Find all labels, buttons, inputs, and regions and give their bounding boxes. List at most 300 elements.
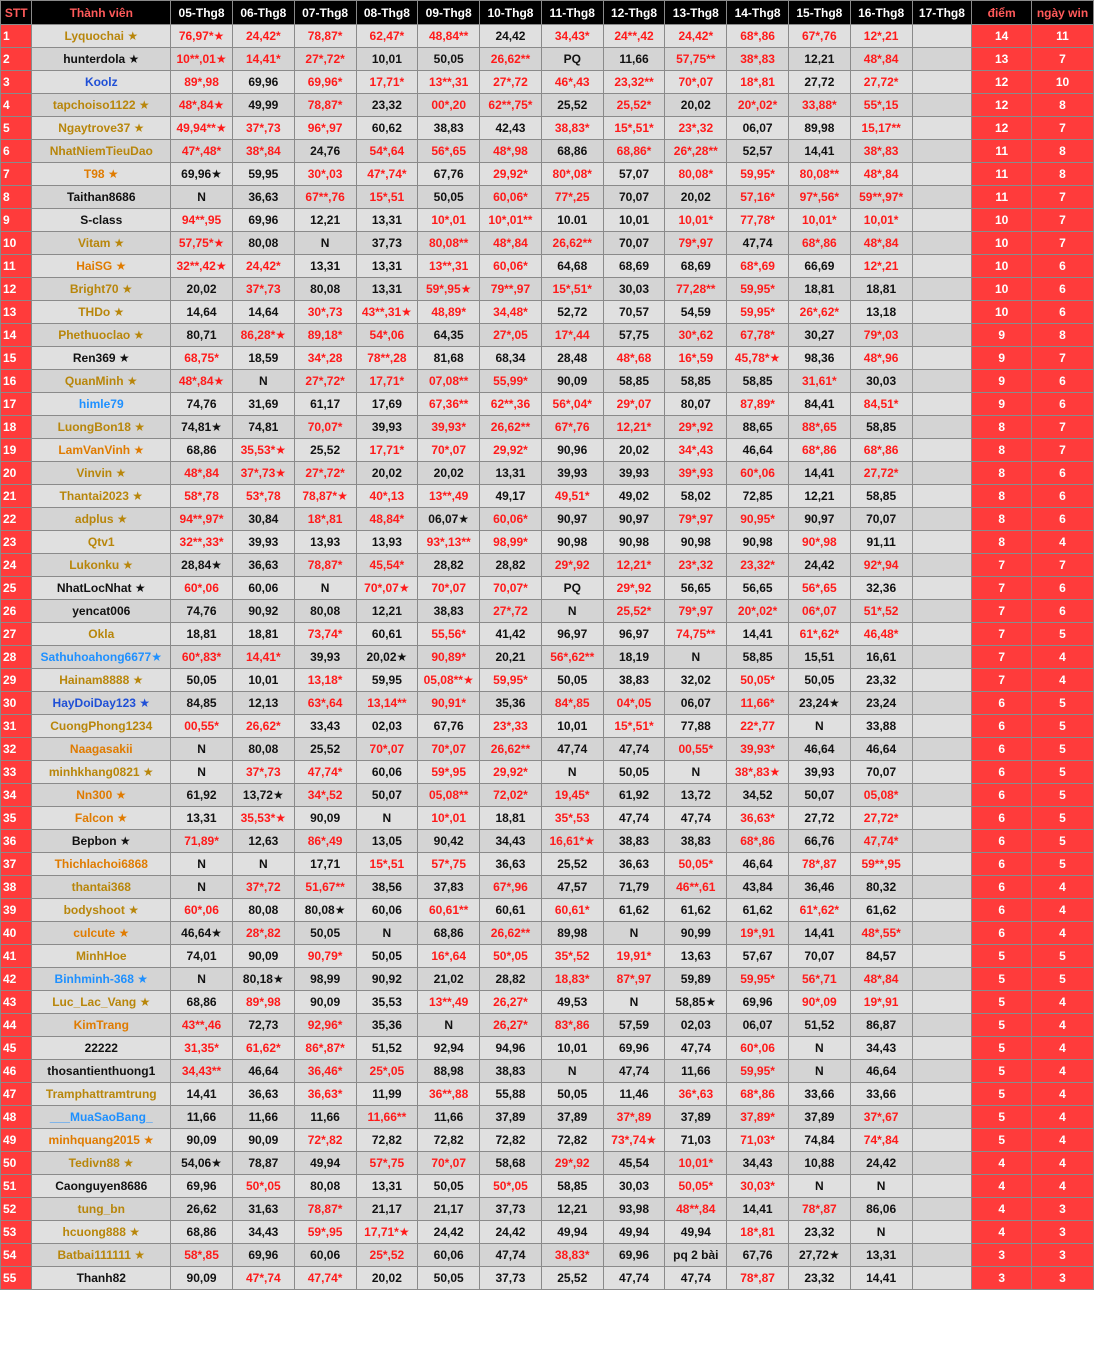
score-cell: 23*,32 <box>665 554 727 577</box>
score-cell: 62**,36 <box>480 393 542 416</box>
member-name: hcuong888 ★ <box>32 1221 171 1244</box>
score-cell: 68*,86 <box>788 232 850 255</box>
score-cell: 88,65 <box>727 416 789 439</box>
score-cell: 18,81 <box>480 807 542 830</box>
score-cell: 38*,84 <box>232 140 294 163</box>
score-cell: 32,02 <box>665 669 727 692</box>
score-cell: 61*,62* <box>788 623 850 646</box>
score-cell: 60,61* <box>541 899 603 922</box>
score-cell: 10,01* <box>665 209 727 232</box>
score-cell: 20,02 <box>356 1267 418 1290</box>
score-cell: 15,51 <box>788 646 850 669</box>
score-cell: 50*,05 <box>232 1175 294 1198</box>
score-cell: 60,62 <box>356 117 418 140</box>
score-cell: N <box>850 1221 912 1244</box>
score-cell: 68*,86 <box>850 439 912 462</box>
score-cell <box>912 1060 972 1083</box>
win-days-cell: 3 <box>1032 1267 1094 1290</box>
score-cell: 48**,84 <box>665 1198 727 1221</box>
score-cell: 90,96 <box>541 439 603 462</box>
table-body <box>1 25 1094 1290</box>
table-row <box>1 830 1094 853</box>
score-cell: 86*,49 <box>294 830 356 853</box>
score-cell: 78*,87 <box>788 853 850 876</box>
score-cell: 24,42* <box>232 255 294 278</box>
score-cell: 29,92* <box>480 163 542 186</box>
score-cell: N <box>665 646 727 669</box>
score-cell: 78,87*★ <box>294 485 356 508</box>
score-cell: 80,71 <box>171 324 233 347</box>
score-cell: 80,08 <box>294 1175 356 1198</box>
win-days-cell: 5 <box>1032 807 1094 830</box>
score-cell <box>912 945 972 968</box>
table-row <box>1 669 1094 692</box>
score-cell: 47,74* <box>294 1267 356 1290</box>
member-name: LamVanVinh ★ <box>32 439 171 462</box>
score-cell: 68*,86 <box>727 830 789 853</box>
points-cell: 12 <box>972 71 1032 94</box>
score-cell: 50,05 <box>788 669 850 692</box>
score-cell: 23,32* <box>727 554 789 577</box>
member-name: LuongBon18 ★ <box>32 416 171 439</box>
score-cell: 96,97 <box>541 623 603 646</box>
score-cell: 46,64★ <box>171 922 233 945</box>
score-cell: 37*,73 <box>232 278 294 301</box>
score-cell <box>912 347 972 370</box>
member-name: Taithan8686 <box>32 186 171 209</box>
row-index: 54 <box>1 1244 32 1267</box>
points-cell: 7 <box>972 646 1032 669</box>
score-cell: 50,05 <box>418 186 480 209</box>
score-cell: 94,96 <box>480 1037 542 1060</box>
score-cell: 17,71* <box>356 370 418 393</box>
score-cell: 28,82 <box>480 554 542 577</box>
score-cell: 13,93 <box>356 531 418 554</box>
score-cell: 57,75** <box>665 48 727 71</box>
score-cell: 14,41* <box>232 48 294 71</box>
points-cell: 10 <box>972 232 1032 255</box>
score-cell: 78,87* <box>294 554 356 577</box>
score-cell: 67*,76 <box>788 25 850 48</box>
win-days-cell: 4 <box>1032 1060 1094 1083</box>
score-cell: 98,99* <box>480 531 542 554</box>
table-row <box>1 1175 1094 1198</box>
score-cell: 36**,88 <box>418 1083 480 1106</box>
row-index: 17 <box>1 393 32 416</box>
score-cell: 11,66** <box>356 1106 418 1129</box>
score-cell: 74,81★ <box>171 416 233 439</box>
table-row <box>1 922 1094 945</box>
score-cell: 27*,72* <box>294 462 356 485</box>
points-cell: 5 <box>972 968 1032 991</box>
table-row <box>1 945 1094 968</box>
score-cell: 51,67** <box>294 876 356 899</box>
score-cell: 37,89 <box>665 1106 727 1129</box>
score-cell: 25*,05 <box>356 1060 418 1083</box>
score-cell: 31,63 <box>232 1198 294 1221</box>
score-cell: 74,84 <box>788 1129 850 1152</box>
score-cell: 61,62 <box>603 899 665 922</box>
score-cell: 61,92 <box>603 784 665 807</box>
score-cell: 13**,49 <box>418 991 480 1014</box>
score-cell <box>912 209 972 232</box>
score-cell: 30*,03 <box>294 163 356 186</box>
score-cell <box>912 1037 972 1060</box>
score-cell: 60*,83* <box>171 646 233 669</box>
score-cell: 12,21 <box>788 48 850 71</box>
score-cell: 61,92 <box>171 784 233 807</box>
score-cell: 34,43** <box>171 1060 233 1083</box>
score-cell: 70*,07 <box>418 439 480 462</box>
score-cell: 89*,98 <box>171 71 233 94</box>
score-cell: 60*,06 <box>171 899 233 922</box>
score-cell: 64,35 <box>418 324 480 347</box>
win-days-cell: 4 <box>1032 1014 1094 1037</box>
score-cell: 96,97 <box>603 623 665 646</box>
score-cell: 37,89 <box>788 1106 850 1129</box>
win-days-cell: 7 <box>1032 186 1094 209</box>
score-cell: 69,96 <box>171 1175 233 1198</box>
points-cell: 5 <box>972 945 1032 968</box>
score-cell: 36,63 <box>232 1083 294 1106</box>
score-cell: 17,71 <box>294 853 356 876</box>
score-cell: 12,21* <box>603 554 665 577</box>
score-cell <box>912 462 972 485</box>
points-cell: 7 <box>972 577 1032 600</box>
member-name: Lukonku ★ <box>32 554 171 577</box>
score-cell: 38,56 <box>356 876 418 899</box>
score-cell: 47,74 <box>665 1037 727 1060</box>
score-cell <box>912 1014 972 1037</box>
score-cell: 23,24 <box>850 692 912 715</box>
score-cell: 36,63* <box>727 807 789 830</box>
score-cell: 24,42* <box>232 25 294 48</box>
score-cell: 80,08 <box>232 738 294 761</box>
header-date: 12-Thg8 <box>603 1 665 25</box>
score-cell: 77,88 <box>665 715 727 738</box>
win-days-cell: 4 <box>1032 1083 1094 1106</box>
table-row <box>1 25 1094 48</box>
win-days-cell: 7 <box>1032 439 1094 462</box>
score-cell: 37,89* <box>727 1106 789 1129</box>
win-days-cell: 5 <box>1032 738 1094 761</box>
score-cell <box>912 1129 972 1152</box>
points-cell: 7 <box>972 669 1032 692</box>
score-cell: 47,74 <box>480 1244 542 1267</box>
score-cell: 60,06* <box>480 186 542 209</box>
score-cell: N <box>788 1175 850 1198</box>
score-cell: 12*,21 <box>850 25 912 48</box>
score-cell: 16,61*★ <box>541 830 603 853</box>
win-days-cell: 4 <box>1032 1175 1094 1198</box>
score-cell: 78,87* <box>294 1198 356 1221</box>
score-cell: 18*,81 <box>727 71 789 94</box>
member-name: Koolz <box>32 71 171 94</box>
score-cell: 92,94 <box>418 1037 480 1060</box>
score-cell: 78**,28 <box>356 347 418 370</box>
row-index: 4 <box>1 94 32 117</box>
score-cell: 27,72* <box>850 71 912 94</box>
row-index: 35 <box>1 807 32 830</box>
score-cell: 24,42* <box>665 25 727 48</box>
score-cell: 38*,83★ <box>727 761 789 784</box>
points-cell: 6 <box>972 738 1032 761</box>
score-cell <box>912 48 972 71</box>
score-cell: 24,42 <box>480 1221 542 1244</box>
row-index: 32 <box>1 738 32 761</box>
score-cell: 94**,95 <box>171 209 233 232</box>
score-cell: N <box>850 1175 912 1198</box>
member-name: adplus ★ <box>32 508 171 531</box>
table-row <box>1 1037 1094 1060</box>
row-index: 22 <box>1 508 32 531</box>
member-name: Lyquochai ★ <box>32 25 171 48</box>
score-cell: 20*,02* <box>727 600 789 623</box>
score-cell: 90,09 <box>171 1267 233 1290</box>
score-cell: 38*,83 <box>850 140 912 163</box>
header-date: 17-Thg8 <box>912 1 972 25</box>
score-cell: 05,08** <box>418 784 480 807</box>
table-row <box>1 623 1094 646</box>
score-cell <box>912 370 972 393</box>
member-name: himle79 <box>32 393 171 416</box>
score-cell: 60*,06 <box>727 1037 789 1060</box>
score-cell: 17,69 <box>356 393 418 416</box>
score-cell <box>912 301 972 324</box>
win-days-cell: 6 <box>1032 255 1094 278</box>
member-name: 22222 <box>32 1037 171 1060</box>
score-cell <box>912 646 972 669</box>
win-days-cell: 5 <box>1032 968 1094 991</box>
points-cell: 8 <box>972 416 1032 439</box>
win-days-cell: 6 <box>1032 462 1094 485</box>
score-cell: 80,08 <box>232 232 294 255</box>
score-cell: 20,02 <box>603 439 665 462</box>
points-cell: 9 <box>972 347 1032 370</box>
score-cell: N <box>541 600 603 623</box>
table-row <box>1 117 1094 140</box>
score-cell: 59,95* <box>727 163 789 186</box>
win-days-cell: 6 <box>1032 370 1094 393</box>
score-cell: 47,57 <box>541 876 603 899</box>
score-cell: 78*,87 <box>788 1198 850 1221</box>
table-row <box>1 577 1094 600</box>
score-cell <box>912 186 972 209</box>
table-row <box>1 1244 1094 1267</box>
header-member: Thành viên <box>32 1 171 25</box>
score-cell: 50,05 <box>418 48 480 71</box>
score-cell <box>912 600 972 623</box>
member-name: minhkhang0821 ★ <box>32 761 171 784</box>
score-cell <box>912 1175 972 1198</box>
table-row <box>1 807 1094 830</box>
score-cell: 20,02 <box>356 462 418 485</box>
header-date: 08-Thg8 <box>356 1 418 25</box>
score-cell: 18*,81 <box>294 508 356 531</box>
score-cell: 60,61 <box>356 623 418 646</box>
win-days-cell: 5 <box>1032 715 1094 738</box>
score-cell: 77*,25 <box>541 186 603 209</box>
win-days-cell: 7 <box>1032 347 1094 370</box>
score-cell: 14,41 <box>727 1198 789 1221</box>
score-cell: 49,94 <box>294 1152 356 1175</box>
score-cell: 80,08 <box>294 600 356 623</box>
score-cell <box>912 1267 972 1290</box>
points-cell: 5 <box>972 1083 1032 1106</box>
score-cell: 50,05* <box>665 1175 727 1198</box>
table-row <box>1 876 1094 899</box>
table-row <box>1 600 1094 623</box>
score-cell <box>912 278 972 301</box>
score-cell: 14,41 <box>850 1267 912 1290</box>
score-cell: 38,83 <box>418 117 480 140</box>
row-index: 45 <box>1 1037 32 1060</box>
score-cell: 50*,05 <box>480 945 542 968</box>
score-cell: 48,89* <box>418 301 480 324</box>
score-cell: 49,17 <box>480 485 542 508</box>
score-cell: 19,91* <box>603 945 665 968</box>
score-cell <box>912 255 972 278</box>
header-date: 10-Thg8 <box>480 1 542 25</box>
score-cell: 92*,94 <box>850 554 912 577</box>
member-name: THDo ★ <box>32 301 171 324</box>
score-cell: 47,74 <box>603 738 665 761</box>
score-cell: 18,81 <box>850 278 912 301</box>
score-cell: 58,85 <box>850 416 912 439</box>
score-cell: 69,96★ <box>171 163 233 186</box>
score-cell: 27*,72 <box>480 600 542 623</box>
win-days-cell: 6 <box>1032 600 1094 623</box>
score-cell: 12,21 <box>541 1198 603 1221</box>
header-points: điểm <box>972 1 1032 25</box>
score-cell: 59**,97* <box>850 186 912 209</box>
score-cell: 23,32 <box>788 1267 850 1290</box>
member-name: hunterdola ★ <box>32 48 171 71</box>
score-cell: 90*,09 <box>788 991 850 1014</box>
score-cell: 72,85 <box>727 485 789 508</box>
score-cell: 29*,92 <box>541 554 603 577</box>
score-cell: 35*,52 <box>541 945 603 968</box>
score-cell <box>912 715 972 738</box>
score-cell: 26,62* <box>232 715 294 738</box>
score-cell: 70,07 <box>788 945 850 968</box>
table-row <box>1 646 1094 669</box>
score-cell: 14,41 <box>788 140 850 163</box>
score-cell: 15*,51* <box>541 278 603 301</box>
score-cell: 48*,84 <box>171 462 233 485</box>
win-days-cell: 7 <box>1032 554 1094 577</box>
score-cell: 47,74 <box>665 807 727 830</box>
points-cell: 5 <box>972 1129 1032 1152</box>
score-cell: 57,07 <box>603 163 665 186</box>
points-cell: 6 <box>972 807 1032 830</box>
score-cell: 90,09 <box>171 1129 233 1152</box>
score-cell: 68,69 <box>665 255 727 278</box>
member-name: HayDoiDay123 ★ <box>32 692 171 715</box>
row-index: 39 <box>1 899 32 922</box>
score-cell: 80,08** <box>788 163 850 186</box>
score-cell: 11,66 <box>603 48 665 71</box>
score-cell: 69,96 <box>232 209 294 232</box>
score-cell <box>912 669 972 692</box>
score-cell: 42,43 <box>480 117 542 140</box>
member-name: tung_bn <box>32 1198 171 1221</box>
score-cell <box>912 232 972 255</box>
points-cell: 4 <box>972 1221 1032 1244</box>
score-cell <box>912 761 972 784</box>
score-cell: 10**,01★ <box>171 48 233 71</box>
table-row <box>1 968 1094 991</box>
score-cell: 13,72 <box>665 784 727 807</box>
score-cell: 19,45* <box>541 784 603 807</box>
score-cell: 68,86 <box>171 439 233 462</box>
score-cell: 26,62** <box>480 738 542 761</box>
win-days-cell: 8 <box>1032 140 1094 163</box>
table-row <box>1 1129 1094 1152</box>
score-cell: 13,31 <box>850 1244 912 1267</box>
win-days-cell: 8 <box>1032 94 1094 117</box>
score-cell: 57,75*★ <box>171 232 233 255</box>
score-cell: 39,93 <box>788 761 850 784</box>
score-cell: 20*,02* <box>727 94 789 117</box>
score-cell <box>912 1244 972 1267</box>
score-cell: N <box>541 761 603 784</box>
member-name: S-class <box>32 209 171 232</box>
score-cell: 71,89* <box>171 830 233 853</box>
score-cell: 70,07 <box>850 508 912 531</box>
score-cell: 00,55* <box>665 738 727 761</box>
score-cell: 52,72 <box>541 301 603 324</box>
score-cell: 46,48* <box>850 623 912 646</box>
row-index: 21 <box>1 485 32 508</box>
score-cell: 12,21 <box>788 485 850 508</box>
score-cell: N <box>171 876 233 899</box>
win-days-cell: 8 <box>1032 163 1094 186</box>
score-cell: 33,66 <box>850 1083 912 1106</box>
win-days-cell: 6 <box>1032 508 1094 531</box>
score-cell: 26,62** <box>541 232 603 255</box>
score-cell: 78,87 <box>232 1152 294 1175</box>
score-cell: N <box>171 761 233 784</box>
score-cell: 49,94 <box>665 1221 727 1244</box>
score-cell: 74*,84 <box>850 1129 912 1152</box>
score-cell: 25,52 <box>541 1267 603 1290</box>
row-index: 38 <box>1 876 32 899</box>
score-cell: 58,68 <box>480 1152 542 1175</box>
header-date: 13-Thg8 <box>665 1 727 25</box>
score-cell: 47,74 <box>603 1060 665 1083</box>
score-cell: 10,01 <box>541 715 603 738</box>
score-cell: 70*,07 <box>418 577 480 600</box>
score-cell: 30,03 <box>603 278 665 301</box>
score-cell: 13,14** <box>356 692 418 715</box>
score-cell: 80,08** <box>418 232 480 255</box>
score-cell: 54*,06 <box>356 324 418 347</box>
win-days-cell: 4 <box>1032 899 1094 922</box>
score-cell: 68,69 <box>603 255 665 278</box>
score-cell <box>912 439 972 462</box>
score-cell: 35,53*★ <box>232 439 294 462</box>
score-cell: 76,97*★ <box>171 25 233 48</box>
score-cell <box>912 531 972 554</box>
score-cell: 11,66* <box>727 692 789 715</box>
score-cell: 68,86* <box>603 140 665 163</box>
score-cell: 35,53 <box>356 991 418 1014</box>
row-index: 30 <box>1 692 32 715</box>
points-cell: 11 <box>972 163 1032 186</box>
points-cell: 6 <box>972 761 1032 784</box>
score-cell: 90,98 <box>727 531 789 554</box>
